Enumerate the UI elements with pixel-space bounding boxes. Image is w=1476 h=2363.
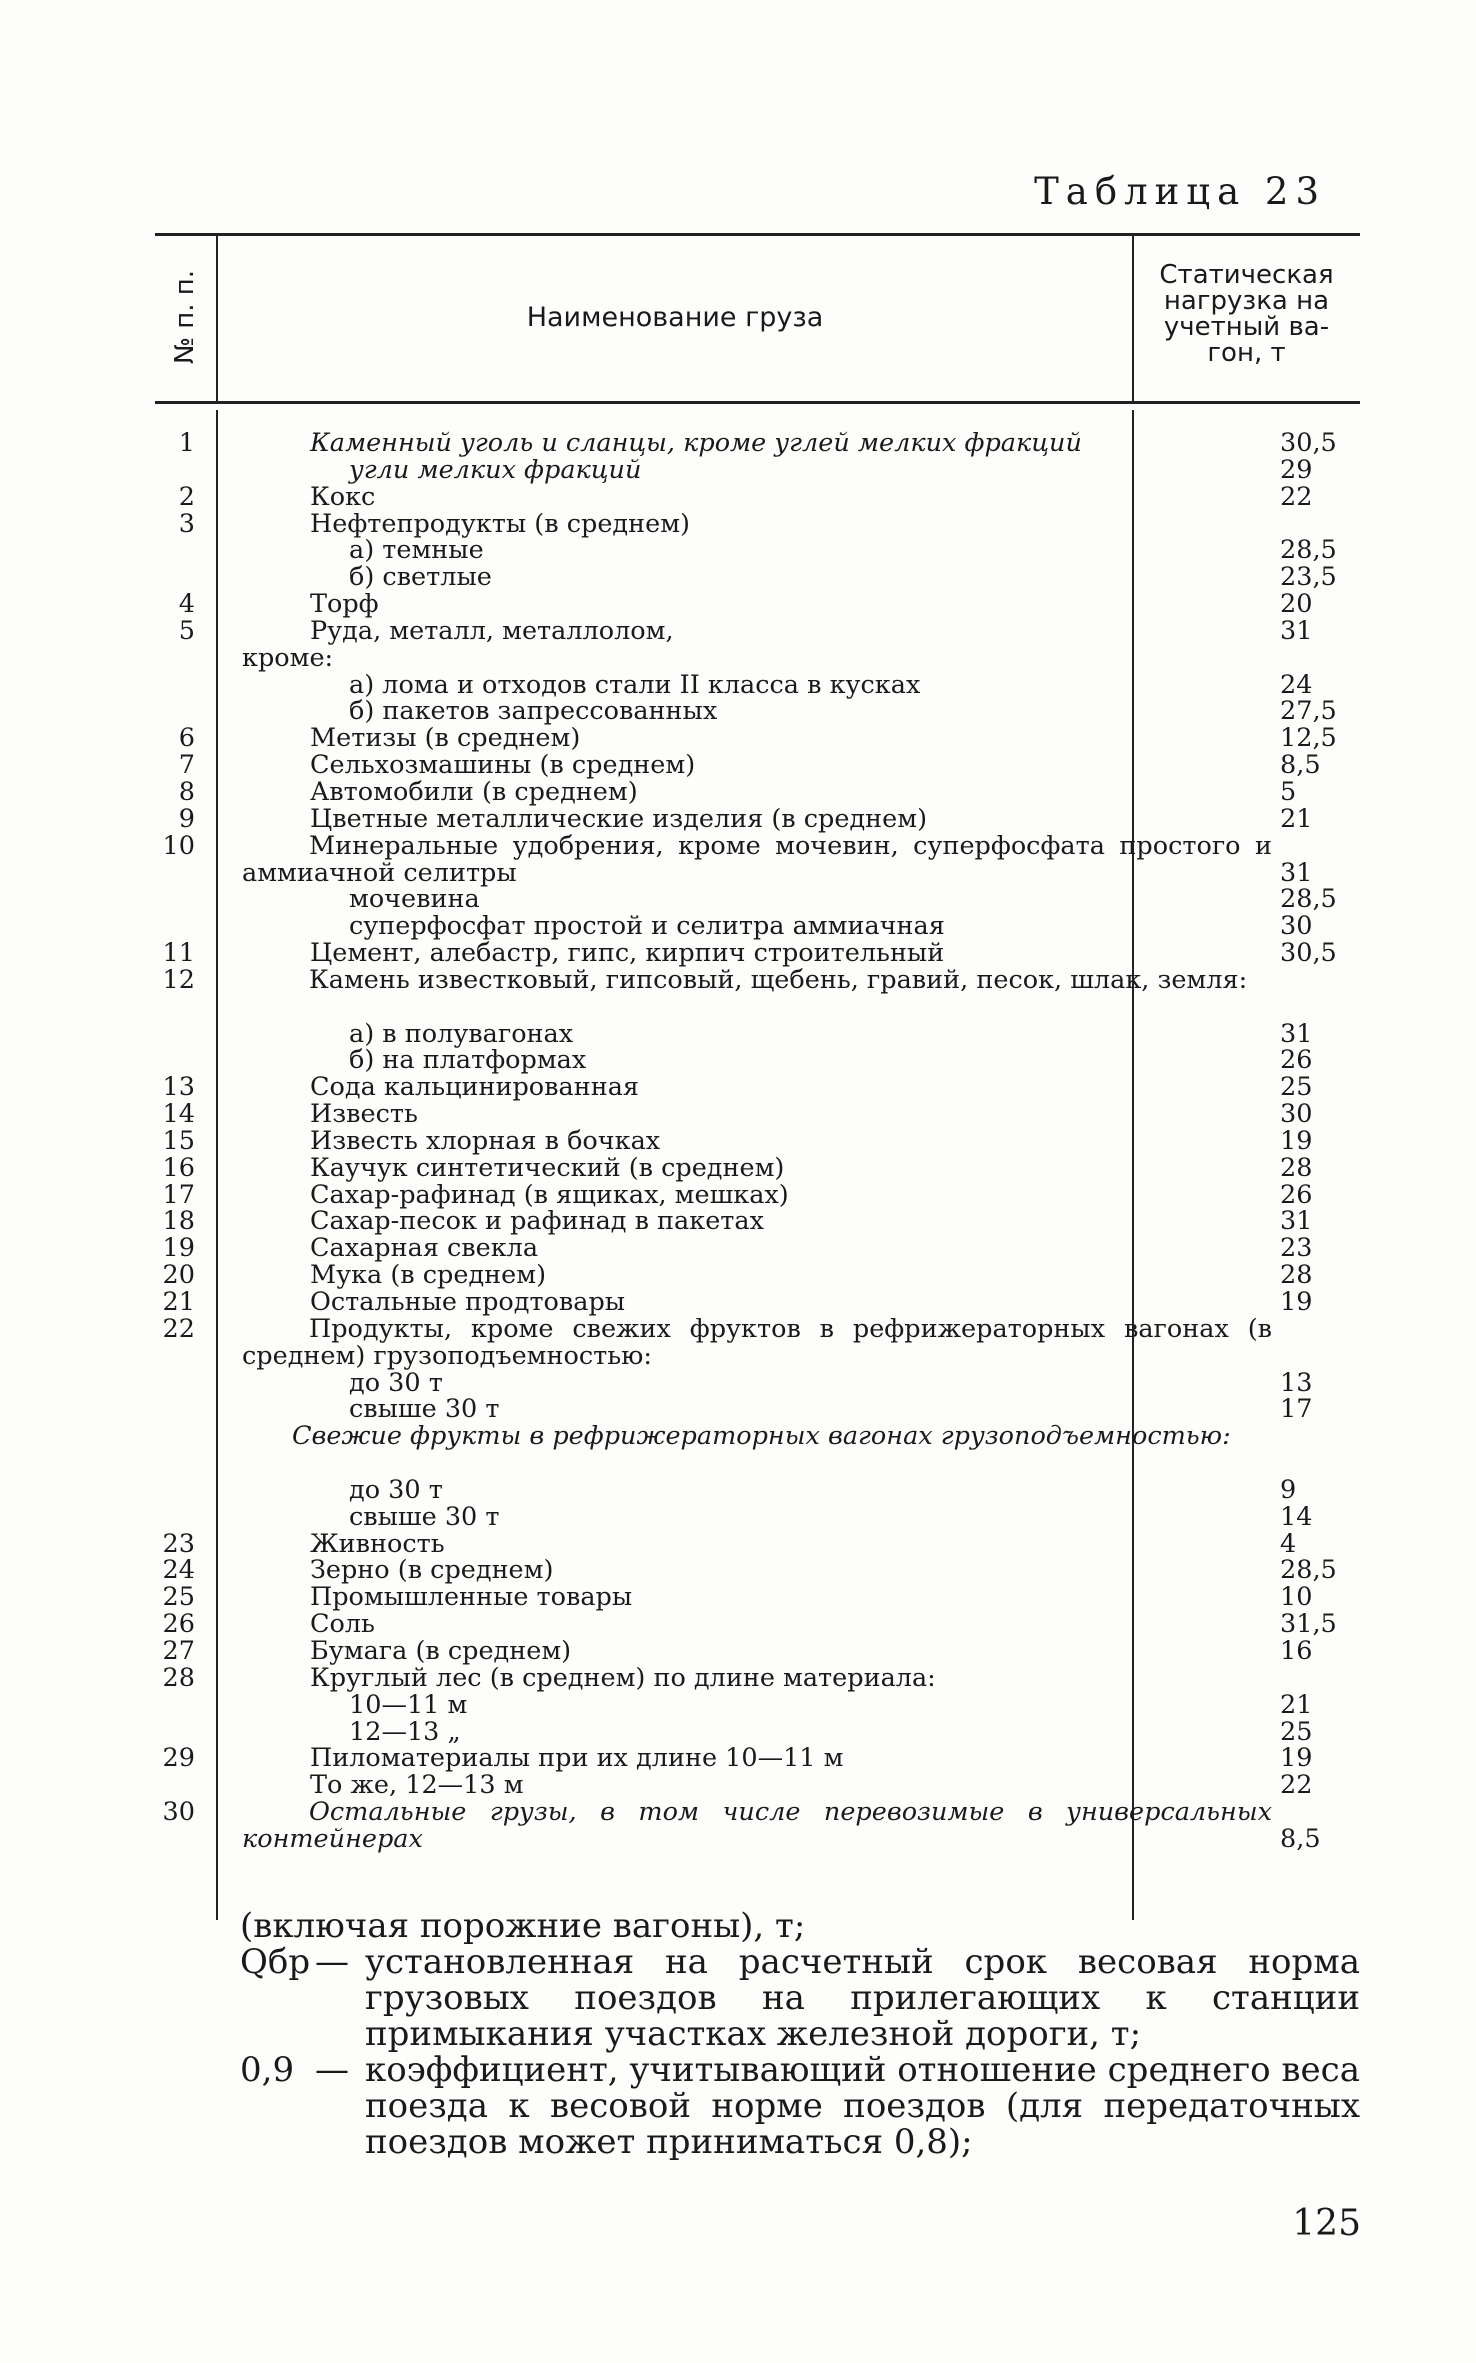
- table-row: [155, 1772, 1360, 1799]
- cargo-name: Остальные грузы, в том числе перевозимые в универсальных контейнерах: [242, 1797, 1272, 1854]
- table-row: [155, 1528, 1360, 1559]
- static-load-value: 26: [1280, 1045, 1313, 1076]
- static-load-value: 29: [1280, 454, 1313, 485]
- footer-text: [240, 1908, 1360, 2160]
- definition-dash: —: [315, 2050, 349, 2090]
- row-number: 29: [162, 1743, 195, 1774]
- table-row: [155, 803, 1360, 834]
- table-row: [155, 1208, 1360, 1235]
- table-row: [155, 1018, 1360, 1049]
- static-load-value: 26: [1280, 1179, 1313, 1210]
- header-load-column: [1134, 262, 1359, 366]
- cargo-name: Соль: [310, 1609, 375, 1640]
- row-number: 9: [178, 803, 195, 834]
- static-load-value: 24: [1280, 669, 1313, 700]
- table-row: [155, 1557, 1360, 1584]
- table-row: [155, 1125, 1360, 1156]
- static-load-value: 30: [1280, 911, 1313, 942]
- static-load-value: 19: [1280, 1743, 1313, 1774]
- table-row: [155, 1423, 1360, 1477]
- static-load-value: 22: [1280, 1770, 1313, 1801]
- header-number-label: № п. п.: [170, 269, 201, 365]
- static-load-value: 25: [1280, 1072, 1313, 1103]
- header-load-line: нагрузка на: [1163, 286, 1330, 316]
- table-row: [155, 1689, 1360, 1720]
- static-load-value: 22: [1280, 481, 1313, 512]
- static-load-value: 13: [1280, 1367, 1313, 1398]
- cargo-name: до 30 т: [349, 1367, 443, 1398]
- cargo-name: Каменный уголь и сланцы, кроме углей мелких фракций: [310, 428, 1082, 458]
- row-number: 23: [162, 1528, 195, 1559]
- cargo-name: Камень известковый, гипсовый, щебень, гравий, песок, шлак, земля:: [309, 964, 1248, 995]
- static-load-value: 8,5: [1280, 1823, 1321, 1854]
- cargo-name: а) темные: [349, 535, 484, 566]
- row-number: 11: [162, 938, 195, 969]
- table-row: [155, 1474, 1360, 1505]
- row-number: 19: [162, 1233, 195, 1264]
- static-load-value: 12,5: [1280, 723, 1337, 754]
- table-row: [155, 886, 1360, 913]
- table-header-rule: [155, 401, 1360, 404]
- cargo-name: суперфосфат простой и селитра аммиачная: [349, 911, 945, 942]
- table-row: [155, 1179, 1360, 1210]
- table-row: [155, 1235, 1360, 1262]
- row-number: 2: [178, 481, 195, 512]
- row-number: 4: [178, 589, 195, 620]
- cargo-name: Цветные металлические изделия (в среднем): [310, 803, 928, 834]
- static-load-value: 21: [1280, 803, 1313, 834]
- table-row: [155, 1716, 1360, 1747]
- cargo-name: Круглый лес (в среднем) по длине материала:: [310, 1662, 936, 1693]
- table-row: [155, 1313, 1360, 1371]
- table-row: [155, 1501, 1360, 1532]
- static-load-value: 31: [1280, 1206, 1313, 1237]
- table-row: [155, 669, 1360, 700]
- row-number: 14: [162, 1099, 195, 1130]
- static-load-value: 9: [1280, 1474, 1297, 1505]
- definition-coefficient: [240, 2052, 1360, 2160]
- cargo-name: Зерно (в среднем): [310, 1555, 554, 1586]
- row-number: 8: [178, 776, 195, 807]
- row-number: 12: [162, 964, 195, 995]
- cargo-name: Минеральные удобрения, кроме мочевин, суперфосфата простого и аммиачной селитры: [242, 830, 1272, 888]
- header-load-line: гон, т: [1207, 338, 1286, 368]
- row-number: 16: [162, 1152, 195, 1183]
- table-row: [155, 615, 1360, 646]
- row-number: 15: [162, 1125, 195, 1156]
- row-number: 30: [162, 1797, 195, 1828]
- cargo-name: Кокс: [310, 481, 376, 512]
- cargo-name: Торф: [310, 589, 379, 620]
- table-row: [155, 964, 1360, 1021]
- static-load-value: 14: [1280, 1501, 1313, 1532]
- static-load-value: 5: [1280, 776, 1297, 807]
- cargo-name: Автомобили (в среднем): [310, 776, 638, 807]
- static-load-value: 8,5: [1280, 750, 1321, 781]
- static-load-value: 31,5: [1280, 1609, 1337, 1640]
- row-number: 5: [178, 615, 195, 646]
- definition-symbol: Qбр: [240, 1942, 311, 1982]
- cargo-name: Бумага (в среднем): [310, 1635, 572, 1666]
- cargo-name: Известь хлорная в бочках: [310, 1125, 661, 1156]
- table-row: [155, 1611, 1360, 1638]
- static-load-value: 10: [1280, 1582, 1313, 1613]
- static-load-value: 23,5: [1280, 562, 1337, 593]
- cargo-name: Нефтепродукты (в среднем): [310, 508, 690, 539]
- cargo-name: кроме:: [242, 642, 334, 673]
- table-row: [155, 1799, 1360, 1853]
- static-load-value: 27,5: [1280, 696, 1337, 727]
- row-number: 1: [178, 428, 195, 458]
- static-load-value: 31: [1280, 615, 1313, 646]
- definition-dash: —: [315, 1942, 349, 1982]
- table-row: [155, 1745, 1360, 1772]
- table-row: [155, 537, 1360, 564]
- static-load-value: 31: [1280, 857, 1313, 888]
- row-number: 7: [178, 750, 195, 781]
- row-number: 17: [162, 1179, 195, 1210]
- cargo-name: Пиломатериалы при их длине 10—11 м: [310, 1743, 844, 1774]
- cargo-name: Мука (в среднем): [310, 1260, 547, 1291]
- static-load-value: 28,5: [1280, 1555, 1337, 1586]
- cargo-name: а) в полувагонах: [349, 1018, 574, 1049]
- definition-text: коэффициент, учитывающий отношение среднего веса поезда к весовой норме поездов (для передаточных поездов может приниматься 0,8);: [365, 2050, 1360, 2162]
- static-load-value: 30,5: [1280, 428, 1337, 458]
- cargo-name: 10—11 м: [349, 1689, 468, 1720]
- static-load-value: 19: [1280, 1125, 1313, 1156]
- cargo-name: Метизы (в среднем): [310, 723, 581, 754]
- cargo-name: Сахарная свекла: [310, 1233, 539, 1264]
- cargo-name: до 30 т: [349, 1474, 443, 1505]
- cargo-name: Сода кальцинированная: [310, 1072, 639, 1103]
- static-load-value: 19: [1280, 1287, 1313, 1317]
- table-row: [155, 591, 1360, 618]
- static-load-value: 28: [1280, 1260, 1313, 1291]
- footer-line: (включая порожние вагоны), т;: [240, 1906, 806, 1946]
- table-row: [155, 1662, 1360, 1693]
- cargo-name: Продукты, кроме свежих фруктов в рефрижераторных вагонах (в среднем) грузоподъемностью:: [242, 1313, 1272, 1371]
- cargo-name: Руда, металл, металлолом,: [310, 615, 674, 646]
- static-load-value: 30,5: [1280, 938, 1337, 969]
- cargo-name: 12—13 „: [349, 1716, 461, 1747]
- cargo-name: Известь: [310, 1099, 418, 1130]
- cargo-name: а) лома и отходов стали II класса в кусках: [349, 669, 921, 700]
- static-load-value: 20: [1280, 589, 1313, 620]
- row-number: 27: [162, 1635, 195, 1666]
- cargo-name: Сахар-рафинад (в ящиках, мешках): [310, 1179, 789, 1210]
- cargo-name: Остальные продтовары: [310, 1287, 626, 1317]
- table-row: [155, 430, 1360, 457]
- cargo-name: б) на платформах: [349, 1045, 587, 1076]
- cargo-name: То же, 12—13 м: [310, 1770, 524, 1801]
- cargo-name: свыше 30 т: [349, 1394, 500, 1425]
- table-row: [155, 1635, 1360, 1666]
- static-load-value: 30: [1280, 1099, 1313, 1130]
- static-load-value: 17: [1280, 1394, 1313, 1425]
- table-row: [155, 1584, 1360, 1611]
- row-number: 24: [162, 1555, 195, 1586]
- header-name-column: Наименование груза: [526, 301, 824, 333]
- cargo-name: свыше 30 т: [349, 1501, 500, 1532]
- table-row: [155, 776, 1360, 807]
- table-row: [155, 481, 1360, 512]
- table-row: [155, 698, 1360, 725]
- static-load-value: 23: [1280, 1233, 1313, 1264]
- definition-qbr: [240, 1944, 1360, 2052]
- static-load-value: 28,5: [1280, 535, 1337, 566]
- table-row: [155, 508, 1360, 539]
- cargo-name: Промышленные товары: [310, 1582, 633, 1613]
- table-title: Таблица 23: [1034, 170, 1326, 213]
- row-number: 21: [162, 1287, 195, 1317]
- static-load-value: 28: [1280, 1152, 1313, 1183]
- row-number: 3: [178, 508, 195, 539]
- cargo-name: угли мелких фракций: [349, 454, 642, 485]
- row-number: 18: [162, 1206, 195, 1237]
- definition-symbol: 0,9: [240, 2050, 295, 2090]
- cargo-name: Цемент, алебастр, гипс, кирпич строительный: [310, 938, 945, 969]
- row-number: 6: [178, 723, 195, 754]
- table-row: [155, 454, 1360, 485]
- static-load-value: 21: [1280, 1689, 1313, 1720]
- header-load-line: Статическая: [1159, 260, 1334, 290]
- static-load-value: 25: [1280, 1716, 1313, 1747]
- cargo-name: Сельхозмашины (в среднем): [310, 750, 696, 781]
- static-load-value: 16: [1280, 1635, 1313, 1666]
- cargo-name: Каучук синтетический (в среднем): [310, 1152, 785, 1183]
- table-row: [155, 940, 1360, 967]
- row-number: 26: [162, 1609, 195, 1640]
- table-row: [155, 1101, 1360, 1128]
- cargo-name: Сахар-песок и рафинад в пакетах: [310, 1206, 764, 1237]
- page-number: 125: [1292, 2203, 1361, 2244]
- table-row: [155, 725, 1360, 752]
- static-load-value: 28,5: [1280, 884, 1337, 915]
- row-number: 25: [162, 1582, 195, 1613]
- table-row: [155, 1367, 1360, 1398]
- static-load-value: 4: [1280, 1528, 1297, 1559]
- row-number: 10: [162, 830, 195, 861]
- static-load-value: 31: [1280, 1018, 1313, 1049]
- cargo-name: б) пакетов запрессованных: [349, 696, 718, 727]
- cargo-name: мочевина: [349, 884, 480, 915]
- table-row: [155, 1262, 1360, 1289]
- header-load-line: учетный ва-: [1163, 312, 1330, 342]
- row-number: 22: [162, 1313, 195, 1344]
- row-number: 20: [162, 1260, 195, 1291]
- table-row: [155, 1289, 1360, 1316]
- table-row: [155, 1047, 1360, 1074]
- table-row: [155, 564, 1360, 591]
- table-row: [155, 642, 1360, 673]
- table-row: [155, 1396, 1360, 1423]
- definition-text: установленная на расчетный срок весовая норма грузовых поездов на прилегающих к станции примыкания участках железной дороги, т;: [365, 1942, 1360, 2054]
- cargo-name: Свежие фрукты в рефрижераторных вагонах грузоподъемностью:: [292, 1421, 1231, 1452]
- header-number-column: [155, 233, 216, 401]
- row-number: 13: [162, 1072, 195, 1103]
- table-body: [155, 430, 1360, 1853]
- cargo-name: Живность: [310, 1528, 445, 1559]
- table-row: [155, 1074, 1360, 1101]
- table-row: [155, 752, 1360, 779]
- table-row: [155, 830, 1360, 888]
- cargo-name: б) светлые: [349, 562, 492, 593]
- table-row: [155, 913, 1360, 940]
- row-number: 28: [162, 1662, 195, 1693]
- table-row: [155, 1152, 1360, 1183]
